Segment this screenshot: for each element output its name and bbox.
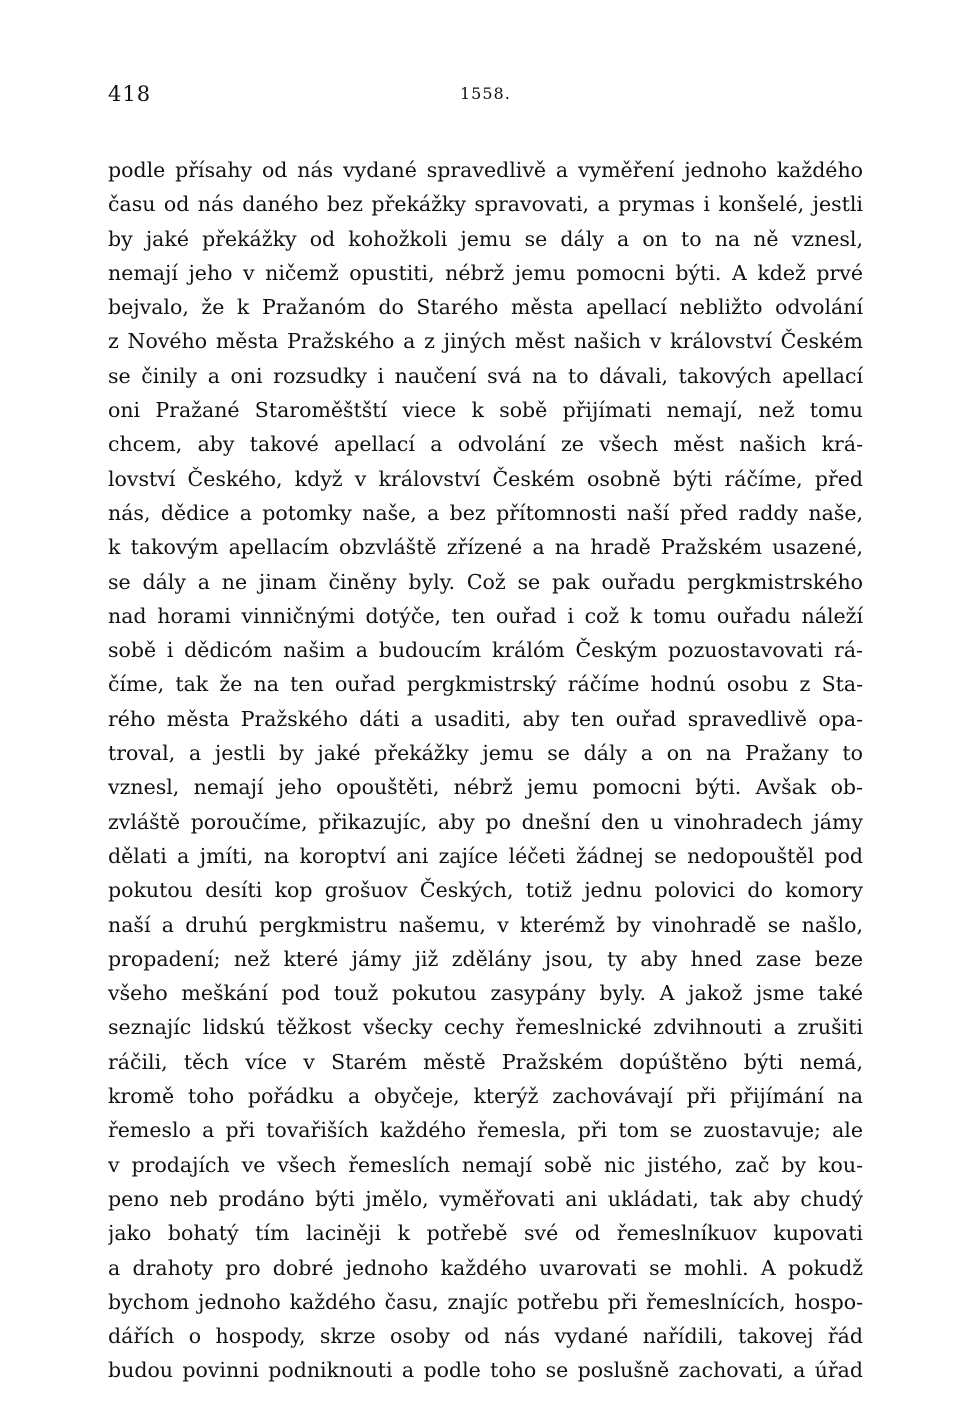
text-line: jako bohatý tím laciněji k potřebě své od řemeslníkuov kupovati bbox=[108, 1221, 863, 1246]
text-line: propadení; než které jámy již zdělány jsou, ty aby hned zase beze bbox=[108, 946, 863, 971]
text-line: naší a druhú pergkmistru našemu, v kterémž by vinohradě se našlo, bbox=[108, 912, 863, 937]
text-line: oni Pražané Staroměštští viece k sobě přijímati nemají, než tomu bbox=[108, 398, 863, 423]
running-head-year: 1558. bbox=[460, 84, 511, 103]
text-line: všeho meškání pod touž pokutou zasypány byly. A jakož jsme také bbox=[108, 981, 863, 1006]
text-line: řemeslo a při tovařiších každého řemesla, při tom se zuostavuje; ale bbox=[108, 1118, 863, 1143]
text-line: kromě toho pořádku a obyčeje, kterýž zachovávají při přijímání na bbox=[108, 1084, 863, 1109]
text-line: troval, a jestli by jaké překážky jemu se dály a on na Pražany to bbox=[108, 741, 863, 766]
text-line: v prodajích ve všech řemeslích nemají sobě nic jistého, zač by kou- bbox=[108, 1152, 863, 1177]
text-line: nemají jeho v ničemž opustiti, nébrž jemu pomocni býti. A kdež prvé bbox=[108, 260, 863, 285]
text-line: rého města Pražského dáti a usaditi, aby ten ouřad spravedlivě opa- bbox=[108, 706, 863, 731]
text-line: číme, tak že na ten ouřad pergkmistrský ráčíme hodnú osobu z Sta- bbox=[108, 672, 863, 697]
body-text bbox=[108, 153, 863, 1388]
text-line: času od nás daného bez překážky spravovati, a prymas i konšelé, jestli bbox=[108, 192, 863, 217]
text-line: nad horami vinničnými dotýče, ten ouřad i což k tomu ouřadu náleží bbox=[108, 603, 863, 628]
text-line: by jaké překážky od kohožkoli jemu se dály a on to na ně vznesl, bbox=[108, 226, 863, 251]
text-line: dářích o hospody, skrze osoby od nás vydané nařídili, takovej řád bbox=[108, 1324, 863, 1349]
page-header bbox=[108, 82, 863, 112]
text-line: seznajíc lidskú těžkost všecky cechy řemeslnické zdvihnouti a zrušiti bbox=[108, 1015, 863, 1040]
text-line: pokutou desíti kop grošuov Českých, totiž jednu polovici do komory bbox=[108, 878, 863, 903]
text-line: dělati a jmíti, na koroptví ani zajíce léčeti žádnej se nedopouštěl pod bbox=[108, 843, 863, 868]
text-line: se dály a ne jinam činěny byly. Což se pak ouřadu pergkmistrského bbox=[108, 569, 863, 594]
page-number: 418 bbox=[108, 82, 152, 106]
text-line: lovství Českého, když v království Českém osobně býti ráčíme, před bbox=[108, 466, 863, 491]
text-line: k takovým apellacím obzvláště zřízené a na hradě Pražském usazené, bbox=[108, 535, 863, 560]
text-line: a drahoty pro dobré jednoho každého uvarovati se mohli. A pokudž bbox=[108, 1255, 863, 1280]
text-line: bychom jednoho každého času, znajíc potřebu při řemeslnících, hospo- bbox=[108, 1289, 863, 1314]
text-line: chcem, aby takové apellací a odvolání ze všech měst našich krá- bbox=[108, 432, 863, 457]
text-line: budou povinni podniknouti a podle toho se poslušně zachovati, a úřad bbox=[108, 1358, 863, 1383]
text-line: nás, dědice a potomky naše, a bez přítomnosti naší před raddy naše, bbox=[108, 500, 863, 525]
text-line: bejvalo, že k Pražanóm do Starého města apellací nebližto odvolání bbox=[108, 295, 863, 320]
text-line: ráčili, těch více v Starém městě Pražském dopúštěno býti nemá, bbox=[108, 1049, 863, 1074]
text-line: z Nového města Pražského a z jiných měst našich v království Českém bbox=[108, 329, 863, 354]
text-line: sobě i dědicóm našim a budoucím králóm Českým pozuostavovati rá- bbox=[108, 638, 863, 663]
text-line: zvláště poroučíme, přikazujíc, aby po dnešní den u vinohradech jámy bbox=[108, 809, 863, 834]
text-line: peno neb prodáno býti jmělo, vyměřovati ani ukládati, tak aby chudý bbox=[108, 1186, 863, 1211]
text-line: podle přísahy od nás vydané spravedlivě a vyměření jednoho každého bbox=[108, 158, 863, 182]
text-line: vznesl, nemají jeho opouštěti, nébrž jemu pomocni býti. Avšak ob- bbox=[108, 775, 863, 800]
text-line: se činily a oni rozsudky i naučení svá na to dávali, takových apellací bbox=[108, 363, 863, 388]
